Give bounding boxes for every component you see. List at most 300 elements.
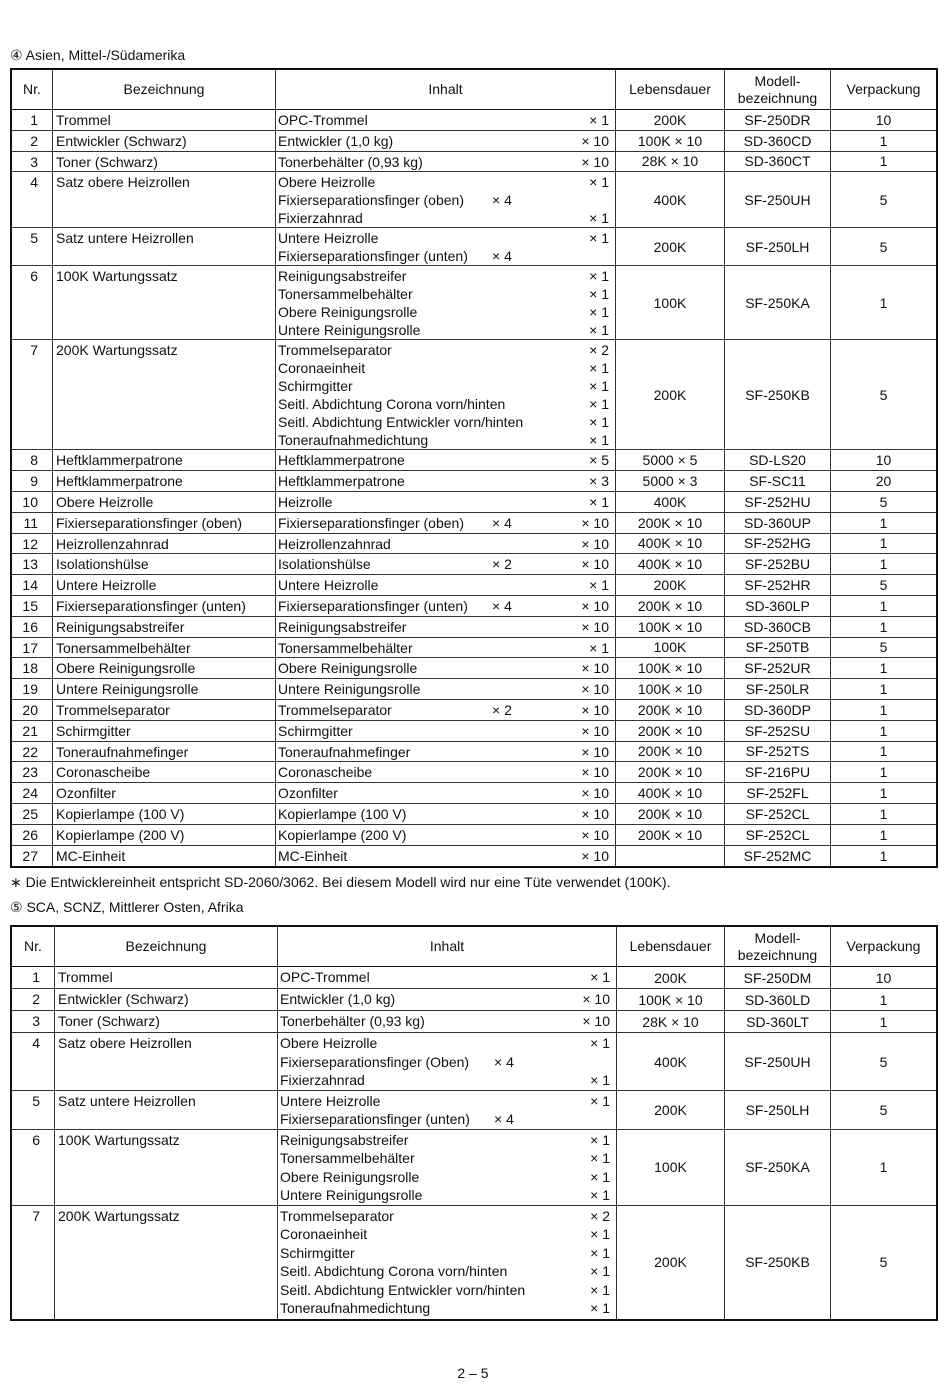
cell-modellbezeichnung: SF-250KB xyxy=(725,340,831,449)
inhalt-quantity: × 1 xyxy=(590,1131,610,1148)
inhalt-item: Heizrolle xyxy=(278,493,333,510)
cell-verpackung: 1 xyxy=(879,597,888,614)
cell-lebensdauer: 100K xyxy=(617,1130,725,1205)
cell-nr: 5 xyxy=(12,228,53,265)
cell-verpackung: 1 xyxy=(879,764,888,781)
cell-modellbezeichnung: SD-360UP xyxy=(725,513,831,533)
inhalt-line xyxy=(278,111,615,129)
cell-lebensdauer: 200K xyxy=(617,1091,725,1129)
cell-verpackung: 1 xyxy=(879,743,888,760)
inhalt-item: Coronaeinheit xyxy=(280,1226,368,1243)
table-row xyxy=(12,471,936,492)
cell-verpackung: 1 xyxy=(879,1013,888,1030)
inhalt-line xyxy=(278,451,615,469)
cell-lebensdauer: 200K xyxy=(617,1206,725,1319)
inhalt-line xyxy=(280,1299,616,1318)
cell-verpackung: 20 xyxy=(875,473,892,490)
inhalt-line xyxy=(278,784,615,802)
cell-inhalt xyxy=(276,228,616,265)
cell-verpackung: 1 xyxy=(879,618,888,635)
cell-modellbezeichnung: SD-LS20 xyxy=(725,450,831,470)
cell-inhalt xyxy=(276,742,616,762)
cell-lebensdauer: 200K × 10 xyxy=(616,825,725,845)
cell-lebensdauer: 200K × 10 xyxy=(616,762,725,782)
header-verpackung: Verpackung xyxy=(846,938,921,955)
cell-bezeichnung: Kopierlampe (200 V) xyxy=(53,825,276,845)
inhalt-item: Fixierseparationsfinger (unten) xyxy=(278,248,468,265)
cell-nr: 11 xyxy=(12,513,53,533)
cell-verpackung: 10 xyxy=(875,111,892,128)
inhalt-quantity: × 10 xyxy=(581,826,609,843)
inhalt-line xyxy=(278,805,615,823)
inhalt-line xyxy=(278,597,615,615)
table-row xyxy=(12,658,936,679)
cell-bezeichnung: Fixierseparationsfinger (unten) xyxy=(53,596,276,616)
inhalt-quantity: × 1 xyxy=(590,969,610,986)
inhalt-item: Coronascheibe xyxy=(278,764,373,781)
cell-bezeichnung: Satz untere Heizrollen xyxy=(53,228,276,265)
inhalt-item: Schirmgitter xyxy=(278,722,353,739)
inhalt-quantity: × 1 xyxy=(589,396,609,413)
cell-bezeichnung: Toneraufnahmefinger xyxy=(53,742,276,762)
cell-nr: 8 xyxy=(12,450,53,470)
cell-nr: 12 xyxy=(12,534,53,554)
cell-modellbezeichnung: SF-216PU xyxy=(725,762,831,782)
inhalt-line xyxy=(278,639,615,657)
inhalt-item: Entwickler (1,0 kg) xyxy=(278,132,394,149)
cell-nr: 7 xyxy=(12,1206,55,1319)
inhalt-line xyxy=(280,1244,616,1263)
inhalt-line xyxy=(278,377,615,395)
cell-lebensdauer: 400K × 10 xyxy=(616,783,725,803)
inhalt-quantity: × 10 xyxy=(581,556,609,573)
inhalt-quantity: × 1 xyxy=(589,286,609,303)
table-row xyxy=(12,450,936,471)
cell-verpackung: 1 xyxy=(879,826,888,843)
inhalt-quantity: × 2 xyxy=(590,1207,610,1224)
cell-nr: 10 xyxy=(12,492,53,512)
cell-bezeichnung: Fixierseparationsfinger (oben) xyxy=(53,513,276,533)
cell-inhalt xyxy=(276,679,616,699)
cell-lebensdauer: 100K × 10 xyxy=(616,679,725,699)
inhalt-line xyxy=(280,1110,616,1129)
cell-verpackung: 5 xyxy=(879,1254,888,1271)
cell-lebensdauer: 400K xyxy=(616,172,725,227)
cell-modellbezeichnung: SF-252TS xyxy=(725,742,831,762)
inhalt-line xyxy=(278,847,615,865)
inhalt-item: Schirmgitter xyxy=(278,378,353,395)
footnote: ∗ Die Entwicklereinheit entspricht SD-2060/3062. Bei diesem Modell wird nur eine Tüte verwendet (100K). xyxy=(10,874,671,891)
cell-modellbezeichnung: SF-252CL xyxy=(725,804,831,824)
inhalt-item: Untere Heizrolle xyxy=(278,230,379,247)
cell-inhalt xyxy=(276,783,616,803)
inhalt-item: Heizrollenzahnrad xyxy=(278,535,391,552)
table-row xyxy=(12,783,936,804)
inhalt-item: Untere Reinigungsrolle xyxy=(278,681,421,698)
inhalt-line xyxy=(280,1012,616,1031)
cell-lebensdauer: 100K xyxy=(616,638,725,658)
cell-modellbezeichnung: SD-360LD xyxy=(725,989,831,1010)
inhalt-item: Untere Heizrolle xyxy=(278,577,379,594)
inhalt-quantity: × 1 xyxy=(590,1092,610,1109)
cell-modellbezeichnung: SF-250KA xyxy=(725,1130,831,1205)
cell-bezeichnung: Tonersammelbehälter xyxy=(53,638,276,658)
inhalt-line xyxy=(278,659,615,677)
table-row xyxy=(12,492,936,513)
cell-inhalt xyxy=(276,266,616,339)
inhalt-item: Obere Heizrolle xyxy=(278,174,376,191)
cell-modellbezeichnung: SD-360CB xyxy=(725,617,831,637)
inhalt-line xyxy=(278,431,615,449)
cell-nr: 22 xyxy=(12,742,53,762)
inhalt-item: Reinigungsabstreifer xyxy=(278,618,407,635)
cell-bezeichnung: Obere Reinigungsrolle xyxy=(53,658,276,678)
inhalt-line xyxy=(278,209,615,227)
cell-nr: 20 xyxy=(12,700,53,720)
cell-bezeichnung: Entwickler (Schwarz) xyxy=(53,131,276,151)
cell-nr: 1 xyxy=(12,110,53,130)
inhalt-item: Toneraufnahmedichtung xyxy=(280,1300,431,1317)
inhalt-multiplier: × 4 xyxy=(492,248,512,265)
table-row xyxy=(12,1091,936,1130)
cell-modellbezeichnung: SF-252HG xyxy=(725,534,831,554)
inhalt-item: Tonersammelbehälter xyxy=(278,286,413,303)
cell-inhalt xyxy=(278,1091,617,1129)
table-row xyxy=(12,804,936,825)
table-row xyxy=(12,1206,936,1319)
inhalt-line xyxy=(280,1207,616,1226)
inhalt-quantity: × 1 xyxy=(590,1244,610,1261)
cell-lebensdauer: 100K × 10 xyxy=(617,989,725,1010)
parts-table-sca xyxy=(10,925,938,1321)
inhalt-line xyxy=(280,1168,616,1187)
cell-inhalt xyxy=(278,1033,617,1090)
inhalt-item: Fixierseparationsfinger (unten) xyxy=(278,597,468,614)
cell-bezeichnung: Satz obere Heizrollen xyxy=(53,172,276,227)
cell-nr: 25 xyxy=(12,804,53,824)
cell-modellbezeichnung: SF-252SU xyxy=(725,721,831,741)
inhalt-item: Reinigungsabstreifer xyxy=(278,268,407,285)
cell-verpackung: 1 xyxy=(879,847,888,864)
header-verpackung: Verpackung xyxy=(846,81,921,97)
cell-bezeichnung: Coronascheibe xyxy=(53,762,276,782)
cell-nr: 14 xyxy=(12,575,53,595)
cell-verpackung: 1 xyxy=(879,722,888,739)
inhalt-item: Obere Reinigungsrolle xyxy=(278,304,418,321)
inhalt-quantity: × 1 xyxy=(590,1072,610,1089)
cell-inhalt xyxy=(276,471,616,491)
cell-modellbezeichnung: SF-252FL xyxy=(725,783,831,803)
cell-inhalt xyxy=(276,492,616,512)
cell-verpackung: 5 xyxy=(879,191,888,208)
cell-lebensdauer: 200K xyxy=(616,228,725,265)
cell-inhalt xyxy=(276,554,616,574)
header-nr: Nr. xyxy=(12,70,53,109)
inhalt-line xyxy=(278,303,615,321)
inhalt-item: Seitl. Abdichtung Entwickler vorn/hinten xyxy=(278,414,524,431)
inhalt-item: Tonersammelbehälter xyxy=(280,1150,415,1167)
table-row xyxy=(12,700,936,721)
cell-verpackung: 1 xyxy=(879,556,888,573)
inhalt-line xyxy=(280,1071,616,1090)
table-row xyxy=(12,846,936,867)
cell-lebensdauer: 200K × 10 xyxy=(616,721,725,741)
inhalt-quantity: × 10 xyxy=(581,660,609,677)
table-row xyxy=(12,534,936,555)
cell-inhalt xyxy=(276,152,616,172)
cell-modellbezeichnung: SD-360DP xyxy=(725,700,831,720)
inhalt-line xyxy=(278,826,615,844)
inhalt-line xyxy=(280,1281,616,1300)
inhalt-line xyxy=(280,1053,616,1072)
cell-verpackung: 1 xyxy=(879,535,888,552)
cell-lebensdauer: 200K × 10 xyxy=(616,700,725,720)
cell-inhalt xyxy=(276,700,616,720)
table-row xyxy=(12,967,936,989)
cell-inhalt xyxy=(278,1011,617,1032)
table-row xyxy=(12,638,936,659)
table-row xyxy=(12,825,936,846)
table-row xyxy=(12,989,936,1011)
cell-nr: 13 xyxy=(12,554,53,574)
cell-modellbezeichnung: SD-360LP xyxy=(725,596,831,616)
inhalt-quantity: × 1 xyxy=(589,230,609,247)
cell-nr: 23 xyxy=(12,762,53,782)
cell-modellbezeichnung: SF-252MC xyxy=(725,846,831,867)
cell-nr: 4 xyxy=(12,1033,55,1090)
cell-verpackung: 1 xyxy=(879,785,888,802)
inhalt-multiplier: × 4 xyxy=(492,514,512,531)
cell-lebensdauer: 200K × 10 xyxy=(616,513,725,533)
cell-inhalt xyxy=(278,1130,617,1205)
cell-modellbezeichnung: SF-252HU xyxy=(725,492,831,512)
cell-verpackung: 1 xyxy=(879,132,888,149)
inhalt-item: Tonerbehälter (0,93 kg) xyxy=(280,1013,425,1030)
cell-nr: 18 xyxy=(12,658,53,678)
cell-bezeichnung: Heftklammerpatrone xyxy=(53,471,276,491)
inhalt-item: Fixierseparationsfinger (Oben) xyxy=(280,1053,470,1070)
cell-verpackung: 1 xyxy=(879,681,888,698)
inhalt-multiplier: × 2 xyxy=(492,556,512,573)
inhalt-quantity: × 3 xyxy=(589,473,609,490)
cell-lebensdauer: 200K × 10 xyxy=(616,742,725,762)
cell-bezeichnung: Untere Heizrolle xyxy=(53,575,276,595)
inhalt-line xyxy=(278,132,615,150)
table-row xyxy=(12,742,936,763)
inhalt-quantity: × 10 xyxy=(581,743,609,760)
inhalt-item: Ozonfilter xyxy=(278,785,338,802)
cell-inhalt xyxy=(276,534,616,554)
cell-modellbezeichnung: SF-250KA xyxy=(725,266,831,339)
cell-modellbezeichnung: SF-250LH xyxy=(725,228,831,265)
cell-nr: 19 xyxy=(12,679,53,699)
inhalt-item: Kopierlampe (100 V) xyxy=(278,805,407,822)
table-row xyxy=(12,1130,936,1206)
inhalt-item: Tonerbehälter (0,93 kg) xyxy=(278,153,423,170)
header-lebensdauer: Lebensdauer xyxy=(617,927,725,966)
cell-nr: 24 xyxy=(12,783,53,803)
cell-lebensdauer: 200K × 10 xyxy=(616,804,725,824)
inhalt-item: Toneraufnahmefinger xyxy=(278,743,411,760)
header-modellbezeichnung: Modell- bezeichnung xyxy=(725,927,831,966)
cell-nr: 3 xyxy=(12,152,53,172)
inhalt-quantity: × 1 xyxy=(589,414,609,431)
inhalt-quantity: × 10 xyxy=(581,153,609,170)
inhalt-quantity: × 10 xyxy=(581,785,609,802)
cell-verpackung: 1 xyxy=(879,805,888,822)
cell-inhalt xyxy=(276,340,616,449)
section-title-asia: ④ Asien, Mittel-/Südamerika xyxy=(10,47,186,63)
inhalt-line xyxy=(278,535,615,553)
inhalt-item: Fixierseparationsfinger (oben) xyxy=(278,192,464,209)
cell-nr: 3 xyxy=(12,1011,55,1032)
inhalt-item: Toneraufnahmedichtung xyxy=(278,432,429,449)
cell-nr: 5 xyxy=(12,1091,55,1129)
cell-modellbezeichnung: SF-250UH xyxy=(725,1033,831,1090)
cell-inhalt xyxy=(276,846,616,867)
inhalt-item: Untere Reinigungsrolle xyxy=(280,1187,423,1204)
inhalt-item: Seitl. Abdichtung Corona vorn/hinten xyxy=(278,396,506,413)
cell-bezeichnung: Untere Reinigungsrolle xyxy=(53,679,276,699)
cell-lebensdauer: 400K × 10 xyxy=(616,554,725,574)
inhalt-line xyxy=(278,701,615,719)
inhalt-quantity: × 10 xyxy=(581,805,609,822)
inhalt-item: Fixierzahnrad xyxy=(278,210,363,227)
cell-nr: 2 xyxy=(12,989,55,1010)
inhalt-item: Obere Heizrolle xyxy=(280,1035,378,1052)
cell-lebensdauer: 200K xyxy=(616,575,725,595)
cell-lebensdauer: 400K × 10 xyxy=(616,534,725,554)
cell-modellbezeichnung: SF-SC11 xyxy=(725,471,831,491)
inhalt-line xyxy=(280,1225,616,1244)
inhalt-line xyxy=(278,743,615,761)
cell-modellbezeichnung: SF-250KB xyxy=(725,1206,831,1319)
cell-nr: 26 xyxy=(12,825,53,845)
cell-inhalt xyxy=(278,1206,617,1319)
inhalt-item: Trommelseparator xyxy=(280,1207,394,1224)
cell-lebensdauer: 200K xyxy=(616,340,725,449)
inhalt-quantity: × 1 xyxy=(590,1187,610,1204)
inhalt-quantity: × 10 xyxy=(581,764,609,781)
inhalt-line xyxy=(278,413,615,431)
cell-inhalt xyxy=(276,513,616,533)
cell-lebensdauer: 100K × 10 xyxy=(616,617,725,637)
inhalt-line xyxy=(280,1034,616,1053)
table-row xyxy=(12,1033,936,1091)
cell-inhalt xyxy=(278,989,617,1010)
table-row xyxy=(12,721,936,742)
header-bezeichnung: Bezeichnung xyxy=(55,927,278,966)
inhalt-line xyxy=(280,1186,616,1205)
inhalt-quantity: × 10 xyxy=(582,1013,610,1030)
cell-nr: 1 xyxy=(12,967,55,988)
inhalt-line xyxy=(278,191,615,209)
table-row xyxy=(12,513,936,534)
cell-bezeichnung: Isolationshülse xyxy=(53,554,276,574)
cell-modellbezeichnung: SD-360LT xyxy=(725,1011,831,1032)
cell-inhalt xyxy=(276,825,616,845)
cell-bezeichnung: 100K Wartungssatz xyxy=(53,266,276,339)
inhalt-line xyxy=(278,763,615,781)
inhalt-item: Obere Reinigungsrolle xyxy=(280,1168,420,1185)
inhalt-quantity: × 10 xyxy=(581,535,609,552)
table-row xyxy=(12,554,936,575)
inhalt-item: Fixierseparationsfinger (oben) xyxy=(278,514,464,531)
cell-verpackung: 10 xyxy=(875,452,892,469)
cell-bezeichnung: Schirmgitter xyxy=(53,721,276,741)
inhalt-line xyxy=(280,1149,616,1168)
cell-bezeichnung: Heizrollenzahnrad xyxy=(53,534,276,554)
inhalt-item: Untere Reinigungsrolle xyxy=(278,322,421,339)
inhalt-line xyxy=(280,1131,616,1150)
inhalt-line xyxy=(278,267,615,285)
cell-verpackung: 5 xyxy=(879,639,888,656)
inhalt-line xyxy=(278,321,615,339)
inhalt-multiplier: × 4 xyxy=(494,1111,514,1128)
cell-verpackung: 5 xyxy=(879,577,888,594)
cell-verpackung: 1 xyxy=(879,991,888,1008)
cell-nr: 2 xyxy=(12,131,53,151)
inhalt-line xyxy=(280,968,616,987)
cell-bezeichnung: 200K Wartungssatz xyxy=(55,1206,278,1319)
cell-verpackung: 10 xyxy=(875,969,892,986)
inhalt-quantity: × 10 xyxy=(581,597,609,614)
cell-lebensdauer: 5000 × 5 xyxy=(616,450,725,470)
cell-lebensdauer: 400K xyxy=(616,492,725,512)
inhalt-item: Entwickler (1,0 kg) xyxy=(280,991,396,1008)
cell-verpackung: 1 xyxy=(879,1159,888,1176)
inhalt-quantity: × 10 xyxy=(581,701,609,718)
inhalt-line xyxy=(278,493,615,511)
inhalt-multiplier: × 4 xyxy=(494,1053,514,1070)
header-bezeichnung: Bezeichnung xyxy=(53,70,276,109)
cell-nr: 27 xyxy=(12,846,53,867)
cell-nr: 15 xyxy=(12,596,53,616)
inhalt-multiplier: × 4 xyxy=(492,192,512,209)
inhalt-quantity: × 1 xyxy=(589,268,609,285)
inhalt-line xyxy=(278,680,615,698)
inhalt-quantity: × 1 xyxy=(590,1281,610,1298)
inhalt-quantity: × 2 xyxy=(589,342,609,359)
table-row xyxy=(12,340,936,450)
cell-lebensdauer: 28K × 10 xyxy=(617,1011,725,1032)
inhalt-line xyxy=(278,229,615,247)
inhalt-item: Coronaeinheit xyxy=(278,360,366,377)
table-row xyxy=(12,266,936,340)
inhalt-item: Heftklammerpatrone xyxy=(278,452,405,469)
cell-modellbezeichnung: SF-252UR xyxy=(725,658,831,678)
cell-bezeichnung: Kopierlampe (100 V) xyxy=(53,804,276,824)
inhalt-quantity: × 1 xyxy=(590,1150,610,1167)
header-modellbezeichnung: Modell- bezeichnung xyxy=(725,70,831,109)
inhalt-line xyxy=(278,722,615,740)
cell-bezeichnung: 100K Wartungssatz xyxy=(55,1130,278,1205)
cell-modellbezeichnung: SF-250DR xyxy=(725,110,831,130)
inhalt-multiplier: × 2 xyxy=(492,701,512,718)
inhalt-line xyxy=(278,514,615,532)
cell-lebensdauer: 28K × 10 xyxy=(616,152,725,172)
table-row xyxy=(12,228,936,266)
cell-inhalt xyxy=(276,596,616,616)
cell-nr: 7 xyxy=(12,340,53,449)
table-row xyxy=(12,679,936,700)
header-inhalt: Inhalt xyxy=(278,927,617,966)
cell-bezeichnung: Reinigungsabstreifer xyxy=(53,617,276,637)
cell-inhalt xyxy=(276,575,616,595)
inhalt-item: Seitl. Abdichtung Entwickler vorn/hinten xyxy=(280,1281,526,1298)
cell-bezeichnung: Ozonfilter xyxy=(53,783,276,803)
inhalt-quantity: × 5 xyxy=(589,452,609,469)
